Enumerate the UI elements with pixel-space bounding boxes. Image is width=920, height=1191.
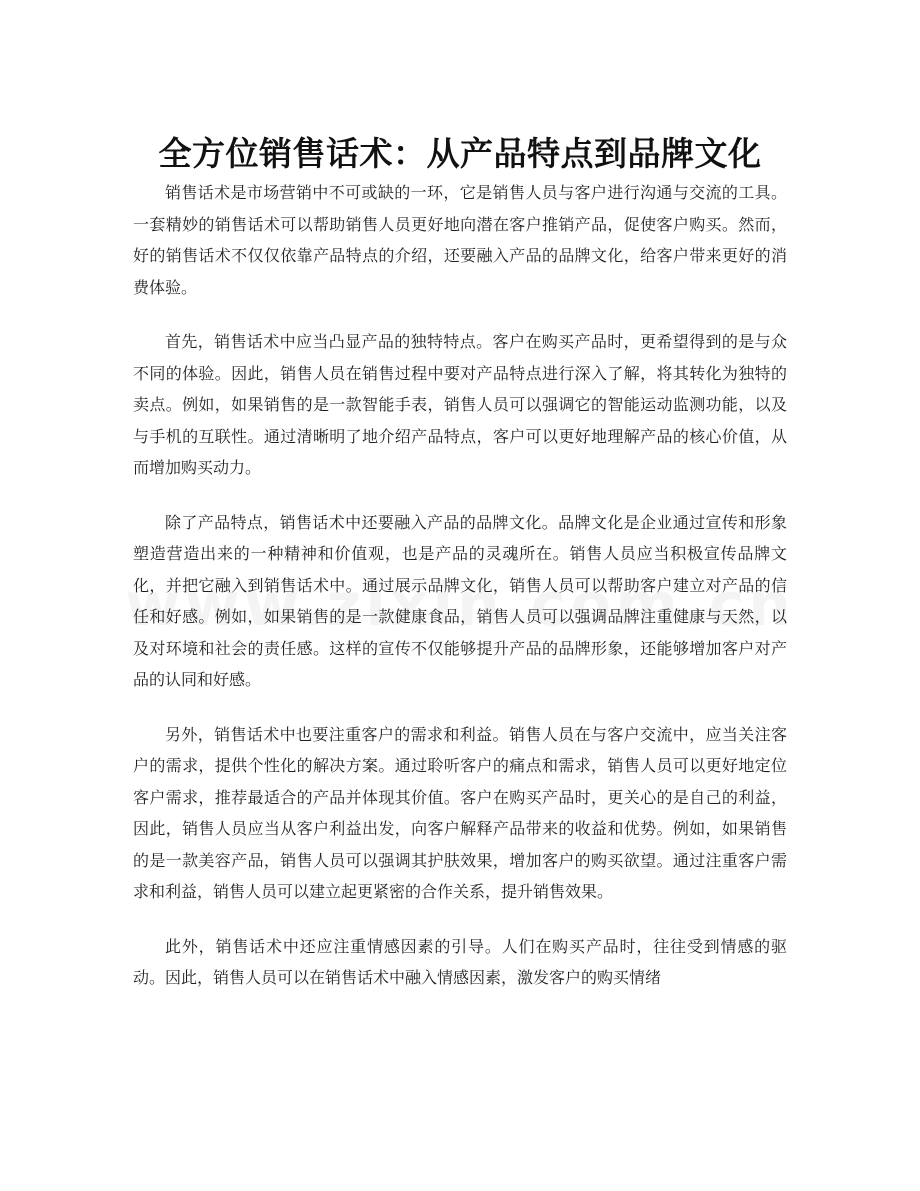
paragraph-2: 首先，销售话术中应当凸显产品的独特特点。客户在购买产品时，更希望得到的是与众不同的体验。因此，销售人员在销售过程中要对产品特点进行深入了解，将其转化为独特的卖点。例如，如果销售的是一款智能手表，销售人员可以强调它的智能运动监测功能，以及与手机的互联性。通过清晰明了地介绍产品特点，客户可以更好地理解产品的核心价值，从而增加购买动力。 [133,332,787,477]
document-body [133,177,787,1017]
paragraph-5: 此外，销售话术中还应注重情感因素的引导。人们在购买产品时，往往受到情感的驱动。因此，销售人员可以在销售话术中融入情感因素，激发客户的购买情绪 [133,936,787,987]
paragraph-4: 另外，销售话术中也要注重客户的需求和利益。销售人员在与客户交流中，应当关注客户的需求，提供个性化的解决方案。通过聆听客户的痛点和需求，销售人员可以更好地定位客户需求，推荐最适合的产品并体现其价值。客户在购买产品时，更关心的是自己的利益，因此，销售人员应当从客户利益出发，向客户解释产品带来的收益和优势。例如，如果销售的是一款美容产品，销售人员可以强调其护肤效果，增加客户的购买欲望。通过注重客户需求和利益，销售人员可以建立起更紧密的合作关系，提升销售效果。 [133,724,787,901]
document-title: 全方位销售话术：从产品特点到品牌文化 [158,134,762,174]
paragraph-1: 销售话术是市场营销中不可或缺的一环，它是销售人员与客户进行沟通与交流的工具。一套精妙的销售话术可以帮助销售人员更好地向潜在客户推销产品，促使客户购买。然而，好的销售话术不仅仅依靠产品特点的介绍，还要融入产品的品牌文化，给客户带来更好的消费体验。 [133,183,787,297]
paragraph-3: 除了产品特点，销售话术中还要融入产品的品牌文化。品牌文化是企业通过宣传和形象塑造营造出来的一种精神和价值观，也是产品的灵魂所在。销售人员应当积极宣传品牌文化，并把它融入到销售话术中。通过展示品牌文化，销售人员可以帮助客户建立对产品的信任和好感。例如，如果销售的是一款健康食品，销售人员可以强调品牌注重健康与天然，以及对环境和社会的责任感。这样的宣传不仅能够提升产品的品牌形象，还能够增加客户对产品的认同和好感。 [133,512,787,689]
